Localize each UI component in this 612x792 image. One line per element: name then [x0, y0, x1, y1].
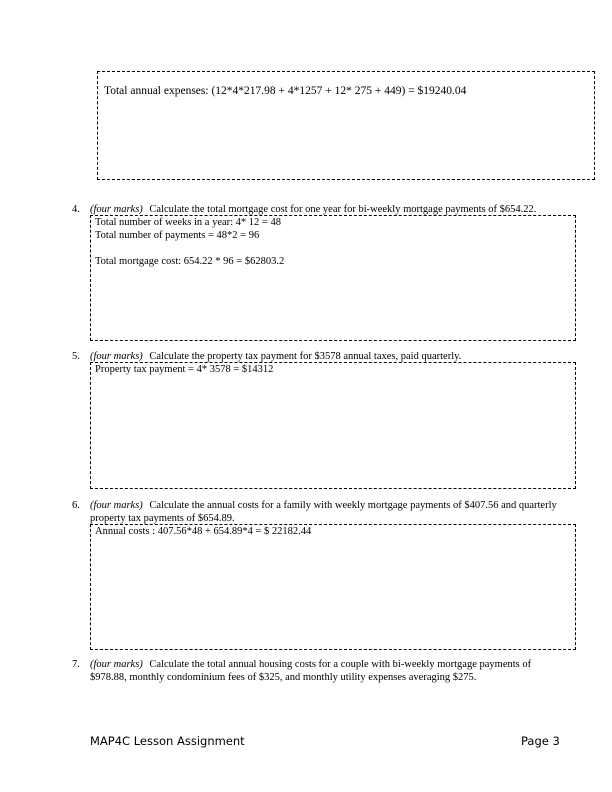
answer-line: Total mortgage cost: 654.22 * 96 = $62803.2 — [95, 256, 285, 267]
question-marks: (four marks) — [90, 500, 143, 511]
question-6 — [72, 499, 582, 525]
answer-box-previous[interactable] — [97, 71, 595, 180]
answer-box-6[interactable] — [90, 524, 576, 650]
question-marks: (four marks) — [90, 659, 143, 670]
question-number: 6. — [72, 500, 80, 511]
answer-box-4[interactable] — [90, 215, 576, 341]
question-text: Calculate the property tax payment for $3578 annual taxes, paid quarterly. — [149, 351, 462, 362]
question-marks: (four marks) — [90, 204, 143, 215]
answer-line: Annual costs : 407.56*48 + 654.89*4 = $ 22182.44 — [95, 526, 312, 537]
question-number: 4. — [72, 204, 80, 215]
answer-line: Property tax payment = 4* 3578 = $14312 — [95, 364, 274, 375]
answer-text: Total annual expenses: (12*4*217.98 + 4*1257 + 12* 275 + 449) = $19240.04 — [104, 85, 467, 97]
answer-line: Total number of payments = 48*2 = 96 — [95, 230, 260, 241]
answer-line — [95, 242, 571, 255]
question-7 — [72, 658, 582, 684]
answer-box-5[interactable] — [90, 362, 576, 489]
question-number: 5. — [72, 351, 80, 362]
question-text: Calculate the total annual housing costs for a couple with bi-weekly mortgage payments of $978.88, monthly condominium fees of $325, and monthly utility expenses averaging $275. — [90, 659, 532, 683]
question-text: Calculate the total mortgage cost for one year for bi-weekly mortgage payments of $654.22. — [149, 204, 537, 215]
answer-line: Total number of weeks in a year: 4* 12 = 48 — [95, 217, 281, 228]
question-text: Calculate the annual costs for a family with weekly mortgage payments of $407.56 and quarterly property tax payments of $654.89. — [90, 500, 557, 524]
footer-page-number: Page 3 — [521, 734, 560, 748]
question-marks: (four marks) — [90, 351, 143, 362]
footer-course-title: MAP4C Lesson Assignment — [90, 734, 245, 748]
question-number: 7. — [72, 659, 80, 670]
